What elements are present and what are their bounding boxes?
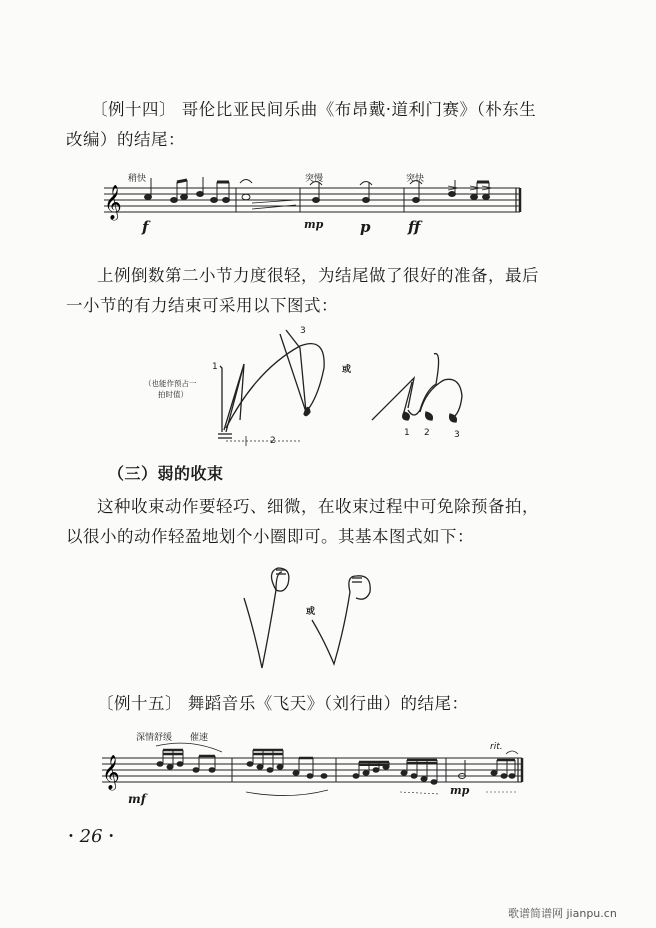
score1-dynamic-p: p [360,218,371,236]
score1-tempo-2: 突慢 [305,174,324,184]
score2-dynamic-mf: mf [128,792,146,806]
diagram1-annotation-line1: （也能作预占一 [144,379,197,388]
section3-line1: 这种收束动作要轻巧、细微，在收束过程中可免除预备拍， [97,497,539,516]
paragraph1-line1: 上例倒数第二小节力度很轻，为结尾做了很好的准备，最后 [97,266,539,285]
score1-dynamic-f: f [142,218,149,236]
example15-title: 〔例十五〕 舞蹈音乐《飞天》（刘行曲）的结尾： [97,694,469,713]
page-number: 26 [79,826,103,847]
diagram1-or-label: 或 [342,365,352,375]
treble-clef-icon: 𝄞 [104,185,122,220]
diagram1-right-label-3: 3 [454,430,460,440]
page-number-wrap [68,826,114,847]
diagram1-right-label-2: 2 [424,428,430,438]
section3-heading: （三）弱的收束 [108,464,224,483]
treble-clef-icon-2: 𝄞 [102,755,120,790]
example14-title-line2: 改编）的结尾： [66,130,185,149]
bullet-icon: • [68,831,74,843]
diagram1-label-3: 3 [300,326,306,336]
diagram1-label-2: 2 [270,436,276,446]
watermark: 歌谱简谱网 jianpu.cn [508,907,617,920]
example14-title-line1: 〔例十四〕 哥伦比亚民间乐曲《布昂戴·道利门赛》（朴东生 [91,100,537,119]
diagram1-annotation-line2: 拍时值） [158,390,188,399]
diagram2-or-label: 或 [306,607,316,617]
score1-tempo-1: 稍快 [128,174,147,184]
paragraph1-line2: 一小节的有力结束可采用以下图式： [66,296,338,315]
score1-tempo-3: 突快 [406,174,425,184]
score2-tempo-1: 深情舒缓 [136,733,173,743]
score1-dynamic-ff: ff [408,218,421,236]
section3-line2: 以很小的动作轻盈地划个小圈即可。其基本图式如下： [66,527,474,546]
score1-dynamic-mp: mp [304,218,324,231]
score2-tempo-2: 催速 [190,733,209,743]
diagram1-right-label-1: 1 [404,428,410,438]
score2-dynamic-mp: mp [450,784,470,797]
diagram1-label-1: 1 [212,362,218,372]
score2-rit: rit. [490,742,503,752]
bullet-icon-2: • [108,831,115,843]
